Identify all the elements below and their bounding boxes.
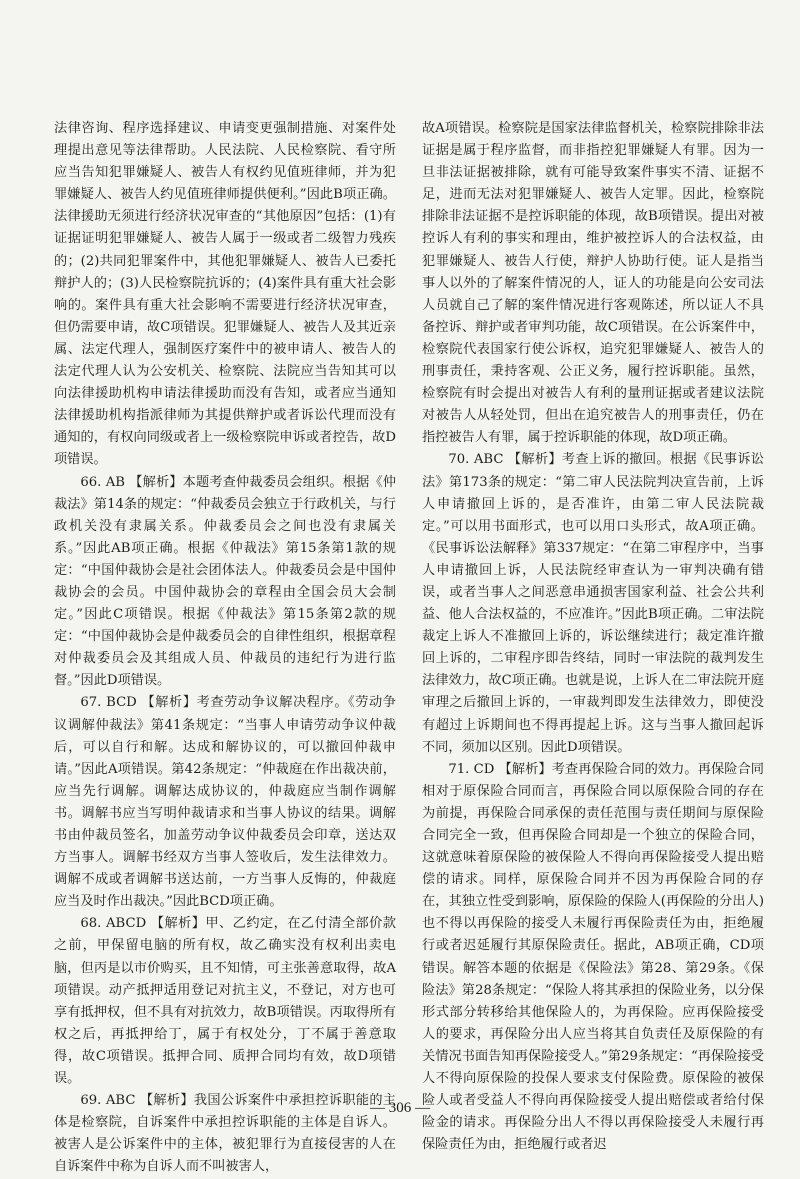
left-column <box>54 118 396 1179</box>
paragraph-71: 71. CD 【解析】考查再保险合同的效力。再保险合同相对于原保险合同而言，再保险合同以原保险合同的存在为前提，再保险合同承保的责任范围与责任期间与原保险合同完全一致，但再保险合同却是一个独立的保险合同，这就意味着原保险的被保险人不得向再保险接受人提出赔偿的请求。同样，原保险合同并不因为再保险合同的存在，其独立性受到影响，原保险的保险人(再保险的分出人)也不得以再保险的接受人未履行再保险责任为由，拒绝履行或者迟延履行其原保险责任。据此，AB项正确，CD项错误。解答本题的依据是《保险法》第28、第29条。《保险法》第28条规定：“保险人将其承担的保险业务，以分保形式部分转移给其他保险人的，为再保险。应再保险接受人的要求，再保险分出人应当将其自负责任及原保险的有关情况书面告知再保险接受人。”第29条规定：“再保险接受人不得向原保险的投保人要求支付保险费。原保险的被保险人或者受益人不得向再保险接受人提出赔偿或者给付保险金的请求。再保险分出人不得以再保险接受人未履行再保险责任为由，拒绝履行或者迟 <box>422 761 764 1153</box>
paragraph-69-continued: 故A项错误。检察院是国家法律监督机关，检察院排除非法证据是属于程序监督，而非指控犯罪嫌疑人有罪。因为一旦非法证据被排除，就有可能导致案件事实不清、证据不足，进而无法对犯罪嫌疑人、被告人定罪。因此，检察院排除非法证据不是控诉职能的体现，故B项错误。提出对被控诉人有利的事实和理由，维护被控诉人的合法权益，由犯罪嫌疑人、被告人行使，辩护人协助行使。证人是指当事人以外的了解案件情况的人，证人的功能是向公安司法人员就自己了解的案件情况进行客观陈述，所以证人不具备控诉、辩护或者审判功能，故C项错误。在公诉案件中，检察院代表国家行使公诉权，追究犯罪嫌疑人、被告人的刑事责任，秉持客观、公正义务，履行控诉职能。虽然，检察院有时会提出对被告人有利的量刑证据或者建议法院对被告人从轻处罚，但出在追究被告人的刑事责任，仍在指控被告人有罪，属于控诉职能的体现，故D项正确。 <box>422 121 764 446</box>
paragraph-67: 67. BCD 【解析】考查劳动争议解决程序。《劳动争议调解仲裁法》第41条规定：“当事人申请劳动争议仲裁后，可以自行和解。达成和解协议的，可以撤回仲裁申请。”因此A项错误。第42条规定：“仲裁庭在作出裁决前，应当先行调解。调解达成协议的，仲裁庭应当制作调解书。调解书应当写明仲裁请求和当事人协议的结果。调解书由仲裁员签名，加盖劳动争议仲裁委员会印章，送达双方当事人。调解书经双方当事人签收后，发生法律效力。调解不成或者调解书送达前，一方当事人反悔的，仲裁庭应当及时作出裁决。”因此BCD项正确。 <box>54 695 396 910</box>
paragraph-65-continued: 法律咨询、程序选择建议、申请变更强制措施、对案件处理提出意见等法律帮助。人民法院、人民检察院、看守所应当告知犯罪嫌疑人、被告人有权约见值班律师，并为犯罪嫌疑人、被告人约见值班律师提供便利。”因此B项正确。法律援助无须进行经济状况审查的“其他原因”包括：(1)有证据证明犯罪嫌疑人、被告人属于一级或者二级智力残疾的；(2)共同犯罪案件中，其他犯罪嫌疑人、被告人已委托辩护人的；(3)人民检察院抗诉的；(4)案件具有重大社会影响的。案件具有重大社会影响不需要进行经济状况审查，但仍需要申请，故C项错误。犯罪嫌疑人、被告人及其近亲属、法定代理人，强制医疗案件中的被申请人、被告人的法定代理人认为公安机关、检察院、法院应当告知其可以向法律援助机构申请法律援助而没有告知，或者应当通知法律援助机构指派律师为其提供辩护或者诉讼代理而没有通知的，有权向同级或者上一级检察院申诉或者控告，故D项错误。 <box>54 121 396 468</box>
paragraph-70: 70. ABC 【解析】考查上诉的撤回。根据《民事诉讼法》第173条的规定：“第二审人民法院判决宣告前，上诉人申请撤回上诉的，是否准许，由第二审人民法院裁定。”可以用书面形式，也可以用口头形式，故A项正确。《民事诉讼法解释》第337规定：“在第二审程序中，当事人申请撤回上诉，人民法院经审查认为一审判决确有错误，或者当事人之间恶意串通损害国家利益、社会公共利益、他人合法权益的，不应准许。”因此B项正确。二审法院裁定上诉人不准撤回上诉的，诉讼继续进行；裁定准许撤回上诉的，二审程序即告终结，同时一审法院的裁判发生法律效力，故C项正确。也就是说，上诉人在二审法院开庭审理之后撤回上诉的，一审裁判即发生法律效力，即使没有超过上诉期间也不得再提起上诉。这与当事人撤回起诉不同，须加以区别。因此D项错误。 <box>422 452 764 755</box>
paragraph-68: 68. ABCD 【解析】甲、乙约定，在乙付清全部价款之前，甲保留电脑的所有权，故乙确实没有权利出卖电脑，但丙是以市价购买，且不知情，可主张善意取得，故A项错误。动产抵押适用登记对抗主义，不登记，对方也可享有抵押权，但不具有对抗效力，故B项错误。丙取得所有权之后，再抵押给丁，属于有权处分，丁不属于善意取得，故C项错误。抵押合同、质押合同均有效，故D项错误。 <box>54 916 396 1087</box>
paragraph-69: 69. ABC 【解析】我国公诉案件中承担控诉职能的主体是检察院，自诉案件中承担控诉职能的主体是自诉人。被害人是公诉案件中的主体，被犯罪行为直接侵害的人在自诉案件中称为自诉人而不叫被害人， <box>54 1093 396 1175</box>
page-number: — 306 — <box>370 1100 430 1116</box>
right-column <box>422 118 764 1156</box>
paragraph-66: 66. AB 【解析】本题考查仲裁委员会组织。根据《仲裁法》第14条的规定：“仲裁委员会独立于行政机关，与行政机关没有隶属关系。仲裁委员会之间也没有隶属关系。”因此AB项正确。根据《仲裁法》第15条第1款的规定：“中国仲裁协会是社会团体法人。仲裁委员会是中国仲裁协会的会员。中国仲裁协会的章程由全国会员大会制定。”因此C项错误。根据《仲裁法》第15条第2款的规定：“中国仲裁协会是仲裁委员会的自律性组织，根据章程对仲裁委员会及其组成人员、仲裁员的违纪行为进行监督。”因此D项错误。 <box>54 474 396 689</box>
